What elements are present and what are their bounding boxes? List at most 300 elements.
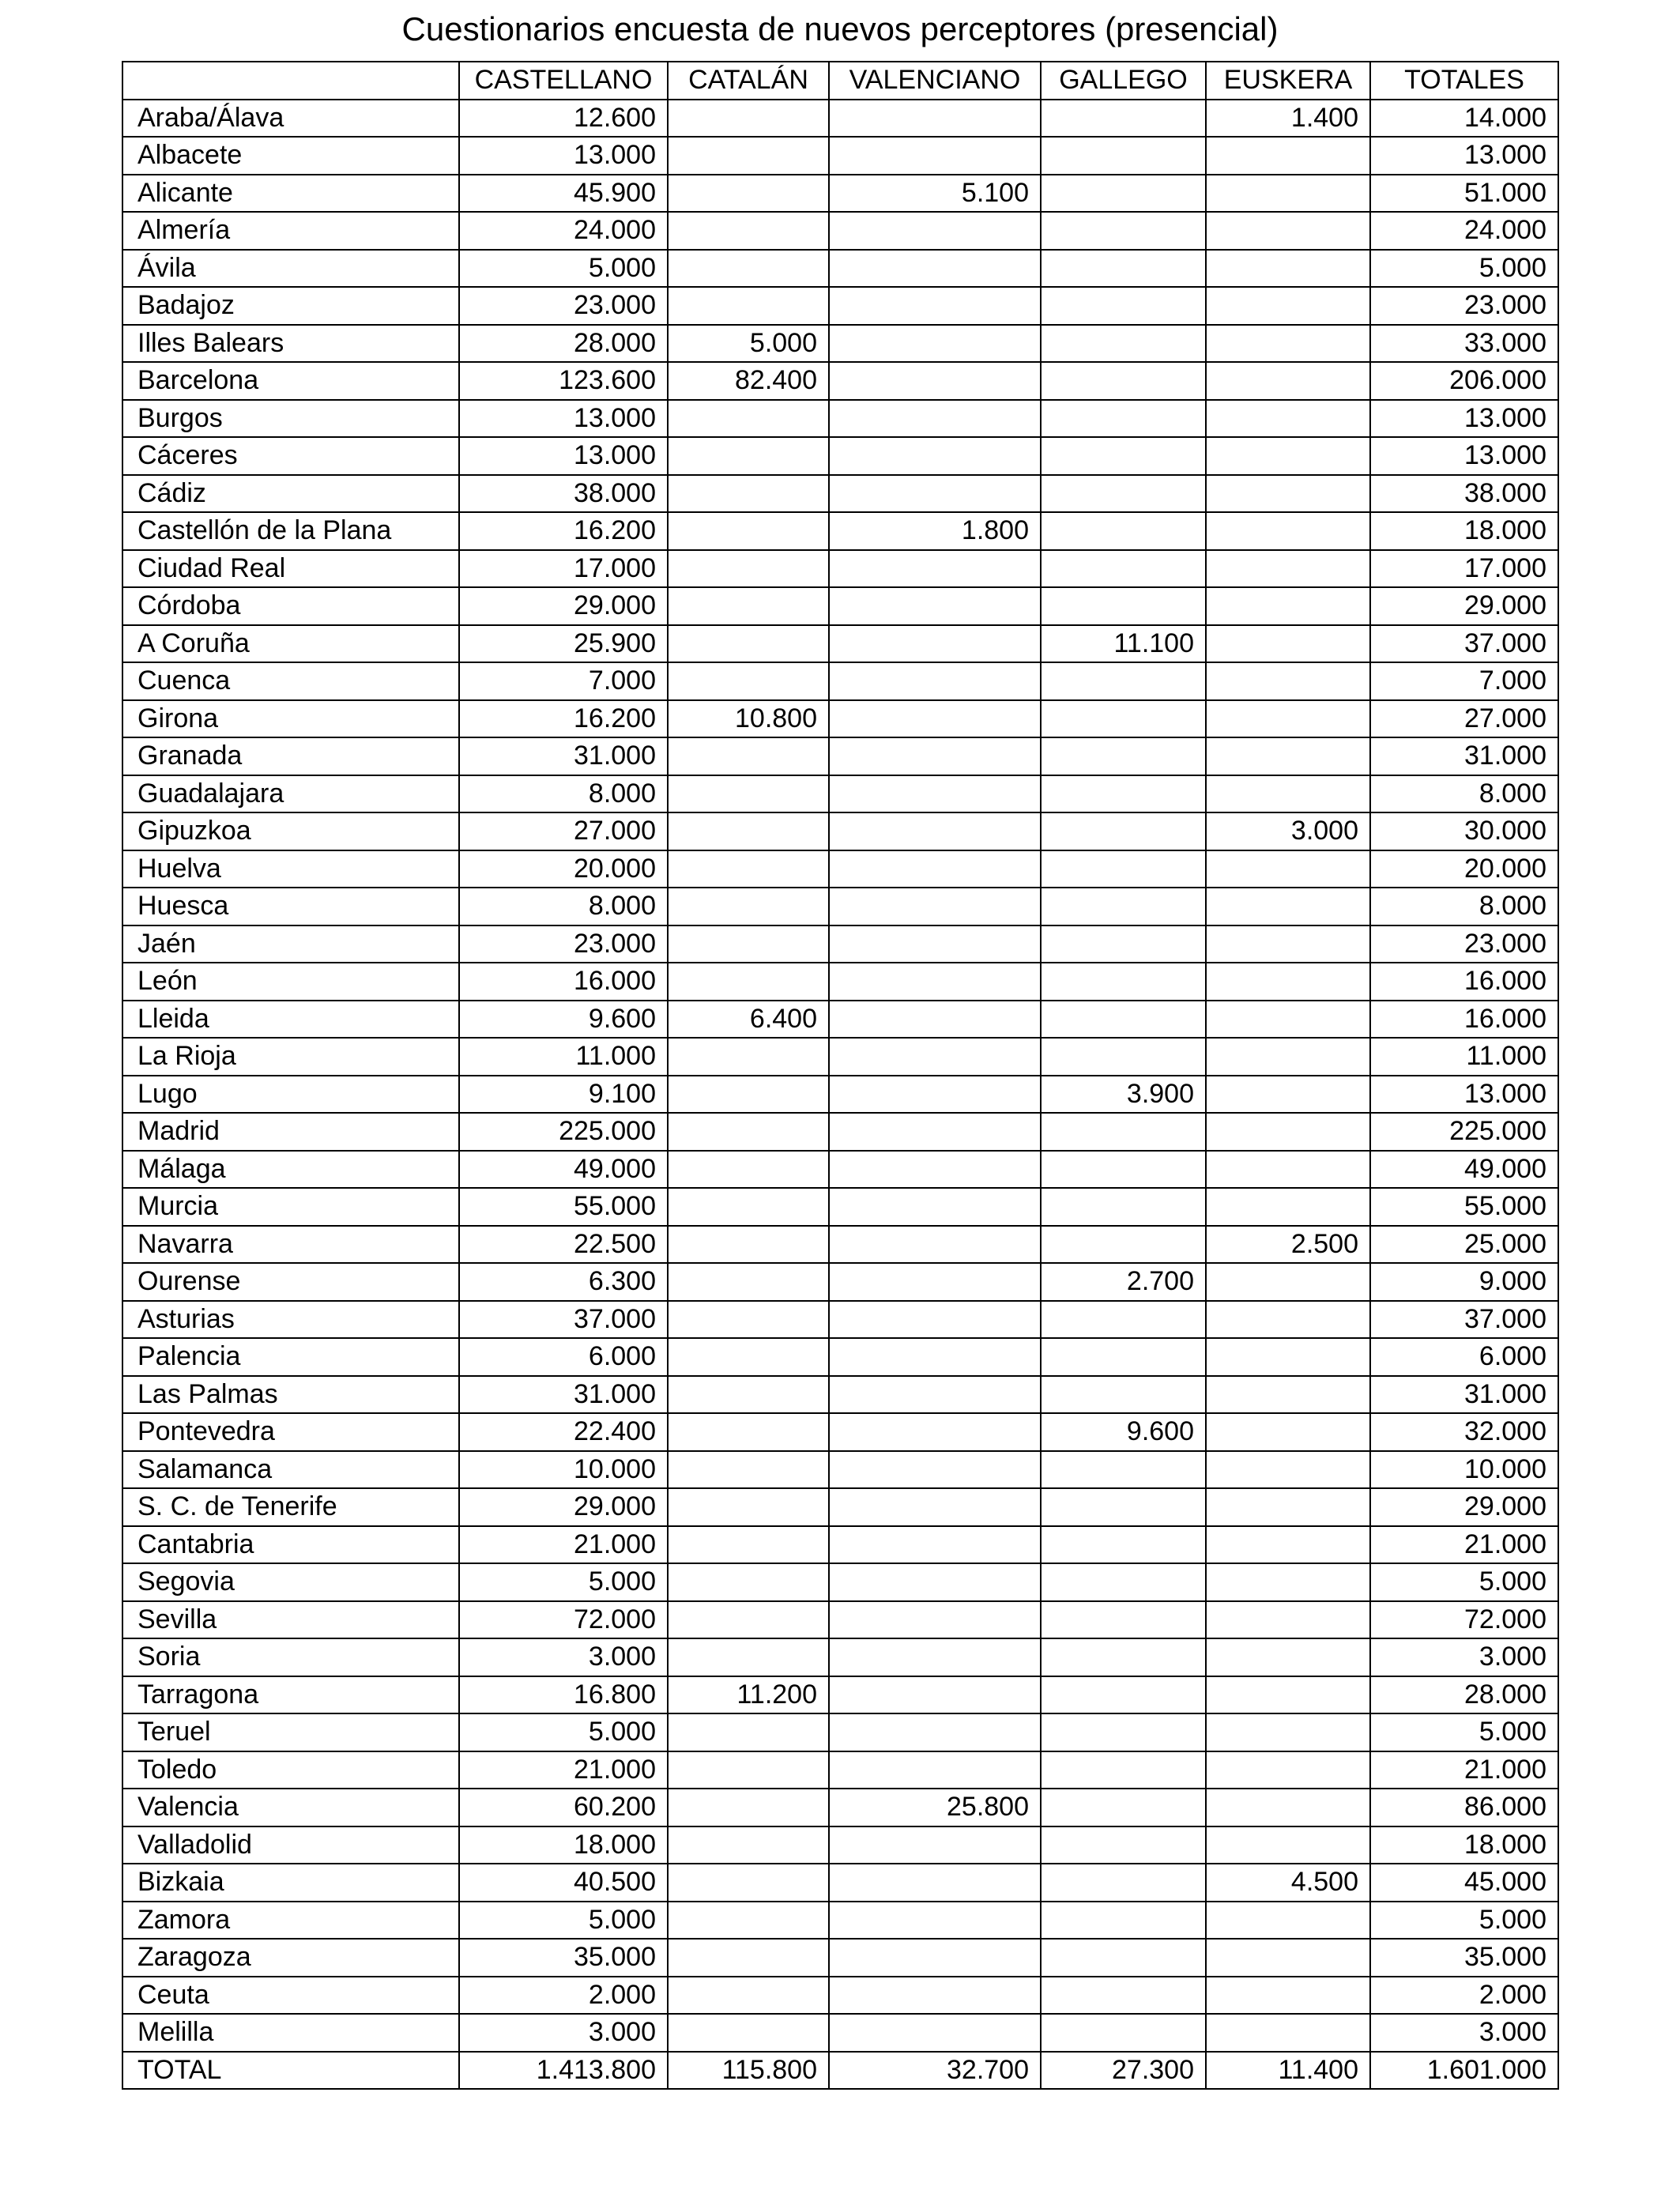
castellano-cell: 72.000 xyxy=(459,1601,668,1639)
catalan-cell: 11.200 xyxy=(668,1676,829,1714)
euskera-cell xyxy=(1206,287,1370,325)
column-header-totales: TOTALES xyxy=(1370,62,1558,100)
gallego-cell xyxy=(1041,1301,1206,1339)
euskera-cell xyxy=(1206,737,1370,775)
valenciano-cell: 1.800 xyxy=(829,512,1041,550)
catalan-cell xyxy=(668,925,829,963)
valenciano-cell xyxy=(829,1864,1041,1902)
gallego-cell xyxy=(1041,1751,1206,1789)
totales-cell: 16.000 xyxy=(1370,963,1558,1001)
catalan-cell: 82.400 xyxy=(668,362,829,400)
euskera-cell xyxy=(1206,550,1370,588)
gallego-cell xyxy=(1041,250,1206,288)
euskera-cell xyxy=(1206,1113,1370,1151)
province-cell: Bizkaia xyxy=(122,1864,459,1902)
valenciano-cell xyxy=(829,325,1041,363)
table-row xyxy=(122,662,1558,700)
gallego-cell: 9.600 xyxy=(1041,1413,1206,1451)
valenciano-cell xyxy=(829,1151,1041,1189)
province-cell: Zaragoza xyxy=(122,1939,459,1977)
gallego-cell xyxy=(1041,1563,1206,1601)
catalan-cell: 5.000 xyxy=(668,325,829,363)
catalan-cell xyxy=(668,1638,829,1676)
province-cell: Huelva xyxy=(122,850,459,888)
gallego-cell xyxy=(1041,137,1206,175)
valenciano-cell xyxy=(829,137,1041,175)
castellano-cell: 1.413.800 xyxy=(459,2052,668,2090)
castellano-cell: 6.300 xyxy=(459,1263,668,1301)
euskera-cell xyxy=(1206,1188,1370,1226)
province-cell: Zamora xyxy=(122,1902,459,1940)
table-row xyxy=(122,550,1558,588)
province-cell: Cantabria xyxy=(122,1526,459,1564)
totales-cell: 8.000 xyxy=(1370,888,1558,925)
gallego-cell xyxy=(1041,550,1206,588)
totales-cell: 55.000 xyxy=(1370,1188,1558,1226)
table-row xyxy=(122,1864,1558,1902)
province-cell: A Coruña xyxy=(122,625,459,663)
table-row xyxy=(122,587,1558,625)
valenciano-cell xyxy=(829,737,1041,775)
province-cell: Ciudad Real xyxy=(122,550,459,588)
table-row xyxy=(122,1713,1558,1751)
table-row xyxy=(122,325,1558,363)
totales-cell: 7.000 xyxy=(1370,662,1558,700)
province-cell: Teruel xyxy=(122,1713,459,1751)
euskera-cell xyxy=(1206,512,1370,550)
catalan-cell xyxy=(668,1789,829,1826)
gallego-cell xyxy=(1041,1902,1206,1940)
castellano-cell: 11.000 xyxy=(459,1038,668,1076)
gallego-cell xyxy=(1041,2014,1206,2052)
province-cell: Ourense xyxy=(122,1263,459,1301)
castellano-cell: 9.100 xyxy=(459,1076,668,1114)
valenciano-cell xyxy=(829,1713,1041,1751)
province-cell: Illes Balears xyxy=(122,325,459,363)
valenciano-cell xyxy=(829,1488,1041,1526)
gallego-cell xyxy=(1041,1676,1206,1714)
province-cell: Asturias xyxy=(122,1301,459,1339)
euskera-cell xyxy=(1206,325,1370,363)
catalan-cell xyxy=(668,1338,829,1376)
province-cell: Valencia xyxy=(122,1789,459,1826)
euskera-cell xyxy=(1206,1263,1370,1301)
gallego-cell xyxy=(1041,212,1206,250)
euskera-cell xyxy=(1206,1526,1370,1564)
table-row xyxy=(122,888,1558,925)
totales-cell: 29.000 xyxy=(1370,1488,1558,1526)
totales-cell: 8.000 xyxy=(1370,775,1558,813)
euskera-cell xyxy=(1206,475,1370,513)
province-cell: Valladolid xyxy=(122,1826,459,1864)
totales-cell: 13.000 xyxy=(1370,137,1558,175)
gallego-cell xyxy=(1041,175,1206,213)
castellano-cell: 13.000 xyxy=(459,137,668,175)
catalan-cell xyxy=(668,250,829,288)
castellano-cell: 31.000 xyxy=(459,1376,668,1414)
valenciano-cell xyxy=(829,287,1041,325)
gallego-cell xyxy=(1041,1977,1206,2015)
catalan-cell: 115.800 xyxy=(668,2052,829,2090)
valenciano-cell xyxy=(829,1939,1041,1977)
valenciano-cell xyxy=(829,1338,1041,1376)
province-cell: S. C. de Tenerife xyxy=(122,1488,459,1526)
gallego-cell xyxy=(1041,700,1206,738)
table-row xyxy=(122,925,1558,963)
euskera-cell xyxy=(1206,963,1370,1001)
catalan-cell xyxy=(668,212,829,250)
valenciano-cell xyxy=(829,475,1041,513)
table-row xyxy=(122,1151,1558,1189)
catalan-cell: 10.800 xyxy=(668,700,829,738)
gallego-cell xyxy=(1041,587,1206,625)
gallego-cell xyxy=(1041,1488,1206,1526)
totales-cell: 86.000 xyxy=(1370,1789,1558,1826)
euskera-cell xyxy=(1206,1038,1370,1076)
euskera-cell xyxy=(1206,362,1370,400)
province-cell: Segovia xyxy=(122,1563,459,1601)
totales-cell: 37.000 xyxy=(1370,1301,1558,1339)
totales-cell: 5.000 xyxy=(1370,1902,1558,1940)
euskera-cell xyxy=(1206,587,1370,625)
castellano-cell: 40.500 xyxy=(459,1864,668,1902)
totales-cell: 72.000 xyxy=(1370,1601,1558,1639)
gallego-cell xyxy=(1041,812,1206,850)
castellano-cell: 23.000 xyxy=(459,925,668,963)
table-row xyxy=(122,362,1558,400)
valenciano-cell xyxy=(829,212,1041,250)
castellano-cell: 123.600 xyxy=(459,362,668,400)
valenciano-cell: 25.800 xyxy=(829,1789,1041,1826)
totales-cell: 21.000 xyxy=(1370,1526,1558,1564)
euskera-cell xyxy=(1206,137,1370,175)
catalan-cell xyxy=(668,137,829,175)
totales-cell: 5.000 xyxy=(1370,1563,1558,1601)
castellano-cell: 13.000 xyxy=(459,400,668,438)
catalan-cell xyxy=(668,1301,829,1339)
castellano-cell: 7.000 xyxy=(459,662,668,700)
euskera-cell xyxy=(1206,175,1370,213)
totales-cell: 28.000 xyxy=(1370,1676,1558,1714)
province-cell: Guadalajara xyxy=(122,775,459,813)
gallego-cell xyxy=(1041,925,1206,963)
province-cell: Jaén xyxy=(122,925,459,963)
totales-cell: 3.000 xyxy=(1370,2014,1558,2052)
totales-cell: 51.000 xyxy=(1370,175,1558,213)
valenciano-cell xyxy=(829,1638,1041,1676)
table-row xyxy=(122,250,1558,288)
euskera-cell xyxy=(1206,250,1370,288)
valenciano-cell xyxy=(829,700,1041,738)
euskera-cell xyxy=(1206,1789,1370,1826)
totales-cell: 14.000 xyxy=(1370,100,1558,138)
euskera-cell xyxy=(1206,1376,1370,1414)
totales-cell: 6.000 xyxy=(1370,1338,1558,1376)
castellano-cell: 49.000 xyxy=(459,1151,668,1189)
catalan-cell xyxy=(668,587,829,625)
page-title: Cuestionarios encuesta de nuevos perceptores (presencial) xyxy=(401,10,1279,47)
valenciano-cell xyxy=(829,1413,1041,1451)
totales-cell: 13.000 xyxy=(1370,400,1558,438)
catalan-cell xyxy=(668,737,829,775)
euskera-cell: 3.000 xyxy=(1206,812,1370,850)
catalan-cell xyxy=(668,625,829,663)
table-row xyxy=(122,1902,1558,1940)
total-row xyxy=(122,2052,1558,2090)
euskera-cell xyxy=(1206,1301,1370,1339)
euskera-cell: 2.500 xyxy=(1206,1226,1370,1264)
gallego-cell xyxy=(1041,475,1206,513)
valenciano-cell xyxy=(829,100,1041,138)
table-row xyxy=(122,1301,1558,1339)
gallego-cell xyxy=(1041,1713,1206,1751)
province-cell: Salamanca xyxy=(122,1451,459,1489)
table-row xyxy=(122,137,1558,175)
table-row xyxy=(122,1226,1558,1264)
valenciano-cell xyxy=(829,888,1041,925)
euskera-cell xyxy=(1206,1713,1370,1751)
table-row xyxy=(122,963,1558,1001)
column-header-catalan: CATALÁN xyxy=(668,62,829,100)
province-cell: Almería xyxy=(122,212,459,250)
castellano-cell: 22.400 xyxy=(459,1413,668,1451)
totales-cell: 16.000 xyxy=(1370,1001,1558,1039)
table-row xyxy=(122,1038,1558,1076)
castellano-cell: 38.000 xyxy=(459,475,668,513)
totales-cell: 38.000 xyxy=(1370,475,1558,513)
valenciano-cell xyxy=(829,1076,1041,1114)
castellano-cell: 225.000 xyxy=(459,1113,668,1151)
gallego-cell xyxy=(1041,662,1206,700)
castellano-cell: 3.000 xyxy=(459,1638,668,1676)
gallego-cell xyxy=(1041,775,1206,813)
gallego-cell xyxy=(1041,437,1206,475)
totales-cell: 13.000 xyxy=(1370,437,1558,475)
totales-cell: 17.000 xyxy=(1370,550,1558,588)
euskera-cell xyxy=(1206,1563,1370,1601)
table-row xyxy=(122,1676,1558,1714)
header-row xyxy=(122,62,1558,100)
valenciano-cell: 5.100 xyxy=(829,175,1041,213)
castellano-cell: 37.000 xyxy=(459,1301,668,1339)
totales-cell: 24.000 xyxy=(1370,212,1558,250)
gallego-cell xyxy=(1041,888,1206,925)
gallego-cell: 3.900 xyxy=(1041,1076,1206,1114)
euskera-cell xyxy=(1206,212,1370,250)
castellano-cell: 8.000 xyxy=(459,888,668,925)
gallego-cell xyxy=(1041,1151,1206,1189)
castellano-cell: 5.000 xyxy=(459,1902,668,1940)
valenciano-cell xyxy=(829,1301,1041,1339)
euskera-cell xyxy=(1206,850,1370,888)
valenciano-cell xyxy=(829,850,1041,888)
castellano-cell: 6.000 xyxy=(459,1338,668,1376)
catalan-cell xyxy=(668,1226,829,1264)
castellano-cell: 17.000 xyxy=(459,550,668,588)
province-cell: Albacete xyxy=(122,137,459,175)
totales-cell: 18.000 xyxy=(1370,512,1558,550)
valenciano-cell xyxy=(829,1001,1041,1039)
table-row xyxy=(122,2014,1558,2052)
euskera-cell xyxy=(1206,888,1370,925)
catalan-cell xyxy=(668,287,829,325)
province-cell: Sevilla xyxy=(122,1601,459,1639)
table-row xyxy=(122,1076,1558,1114)
table-row xyxy=(122,175,1558,213)
euskera-cell xyxy=(1206,1676,1370,1714)
province-cell: Cáceres xyxy=(122,437,459,475)
valenciano-cell xyxy=(829,362,1041,400)
gallego-cell xyxy=(1041,1939,1206,1977)
catalan-cell xyxy=(668,175,829,213)
catalan-cell xyxy=(668,1263,829,1301)
valenciano-cell xyxy=(829,1601,1041,1639)
province-cell: Gipuzkoa xyxy=(122,812,459,850)
euskera-cell xyxy=(1206,1638,1370,1676)
gallego-cell xyxy=(1041,400,1206,438)
castellano-cell: 8.000 xyxy=(459,775,668,813)
province-cell: Granada xyxy=(122,737,459,775)
gallego-cell xyxy=(1041,362,1206,400)
euskera-cell xyxy=(1206,400,1370,438)
catalan-cell xyxy=(668,662,829,700)
column-header-province xyxy=(122,62,459,100)
province-cell: Las Palmas xyxy=(122,1376,459,1414)
catalan-cell xyxy=(668,1864,829,1902)
table-row xyxy=(122,1826,1558,1864)
valenciano-cell xyxy=(829,1451,1041,1489)
euskera-cell xyxy=(1206,662,1370,700)
table-row xyxy=(122,1526,1558,1564)
valenciano-cell xyxy=(829,400,1041,438)
table-body xyxy=(122,100,1558,2090)
castellano-cell: 21.000 xyxy=(459,1526,668,1564)
totales-cell: 11.000 xyxy=(1370,1038,1558,1076)
euskera-cell xyxy=(1206,1939,1370,1977)
table-row xyxy=(122,1338,1558,1376)
table-row xyxy=(122,625,1558,663)
catalan-cell xyxy=(668,1826,829,1864)
totales-cell: 31.000 xyxy=(1370,737,1558,775)
gallego-cell xyxy=(1041,287,1206,325)
castellano-cell: 28.000 xyxy=(459,325,668,363)
column-header-valenciano: VALENCIANO xyxy=(829,62,1041,100)
catalan-cell xyxy=(668,475,829,513)
catalan-cell xyxy=(668,812,829,850)
castellano-cell: 2.000 xyxy=(459,1977,668,2015)
castellano-cell: 10.000 xyxy=(459,1451,668,1489)
valenciano-cell xyxy=(829,1563,1041,1601)
euskera-cell xyxy=(1206,1451,1370,1489)
totales-cell: 225.000 xyxy=(1370,1113,1558,1151)
totales-cell: 49.000 xyxy=(1370,1151,1558,1189)
totales-cell: 10.000 xyxy=(1370,1451,1558,1489)
castellano-cell: 29.000 xyxy=(459,1488,668,1526)
totales-cell: 23.000 xyxy=(1370,925,1558,963)
province-cell: Ceuta xyxy=(122,1977,459,2015)
column-header-castellano: CASTELLANO xyxy=(459,62,668,100)
castellano-cell: 21.000 xyxy=(459,1751,668,1789)
province-cell: Burgos xyxy=(122,400,459,438)
totales-cell: 35.000 xyxy=(1370,1939,1558,1977)
valenciano-cell xyxy=(829,625,1041,663)
catalan-cell xyxy=(668,1751,829,1789)
totales-cell: 3.000 xyxy=(1370,1638,1558,1676)
castellano-cell: 18.000 xyxy=(459,1826,668,1864)
table-row xyxy=(122,812,1558,850)
valenciano-cell xyxy=(829,1038,1041,1076)
table-row xyxy=(122,1001,1558,1039)
valenciano-cell xyxy=(829,1263,1041,1301)
gallego-cell xyxy=(1041,850,1206,888)
gallego-cell: 27.300 xyxy=(1041,2052,1206,2090)
euskera-cell xyxy=(1206,1076,1370,1114)
gallego-cell xyxy=(1041,100,1206,138)
catalan-cell xyxy=(668,100,829,138)
catalan-cell: 6.400 xyxy=(668,1001,829,1039)
catalan-cell xyxy=(668,1076,829,1114)
euskera-cell xyxy=(1206,1488,1370,1526)
catalan-cell xyxy=(668,1939,829,1977)
castellano-cell: 22.500 xyxy=(459,1226,668,1264)
province-cell: León xyxy=(122,963,459,1001)
totales-cell: 23.000 xyxy=(1370,287,1558,325)
totales-cell: 5.000 xyxy=(1370,250,1558,288)
table-row xyxy=(122,1451,1558,1489)
catalan-cell xyxy=(668,1413,829,1451)
table-row xyxy=(122,1789,1558,1826)
valenciano-cell xyxy=(829,1376,1041,1414)
gallego-cell xyxy=(1041,963,1206,1001)
castellano-cell: 25.900 xyxy=(459,625,668,663)
euskera-cell xyxy=(1206,2014,1370,2052)
castellano-cell: 23.000 xyxy=(459,287,668,325)
catalan-cell xyxy=(668,550,829,588)
gallego-cell xyxy=(1041,1601,1206,1639)
euskera-cell xyxy=(1206,1413,1370,1451)
table-row xyxy=(122,1188,1558,1226)
totales-cell: 21.000 xyxy=(1370,1751,1558,1789)
table-row xyxy=(122,437,1558,475)
castellano-cell: 16.200 xyxy=(459,700,668,738)
column-header-euskera: EUSKERA xyxy=(1206,62,1370,100)
gallego-cell xyxy=(1041,325,1206,363)
table-row xyxy=(122,1113,1558,1151)
gallego-cell xyxy=(1041,1638,1206,1676)
catalan-cell xyxy=(668,1113,829,1151)
castellano-cell: 16.200 xyxy=(459,512,668,550)
castellano-cell: 55.000 xyxy=(459,1188,668,1226)
gallego-cell xyxy=(1041,1864,1206,1902)
castellano-cell: 35.000 xyxy=(459,1939,668,1977)
castellano-cell: 27.000 xyxy=(459,812,668,850)
castellano-cell: 9.600 xyxy=(459,1001,668,1039)
valenciano-cell xyxy=(829,587,1041,625)
castellano-cell: 29.000 xyxy=(459,587,668,625)
valenciano-cell xyxy=(829,1902,1041,1940)
totales-cell: 20.000 xyxy=(1370,850,1558,888)
table-row xyxy=(122,1263,1558,1301)
castellano-cell: 5.000 xyxy=(459,1713,668,1751)
valenciano-cell xyxy=(829,550,1041,588)
castellano-cell: 16.000 xyxy=(459,963,668,1001)
gallego-cell xyxy=(1041,1188,1206,1226)
castellano-cell: 5.000 xyxy=(459,1563,668,1601)
province-cell: Soria xyxy=(122,1638,459,1676)
euskera-cell xyxy=(1206,775,1370,813)
gallego-cell xyxy=(1041,1038,1206,1076)
column-header-gallego: GALLEGO xyxy=(1041,62,1206,100)
